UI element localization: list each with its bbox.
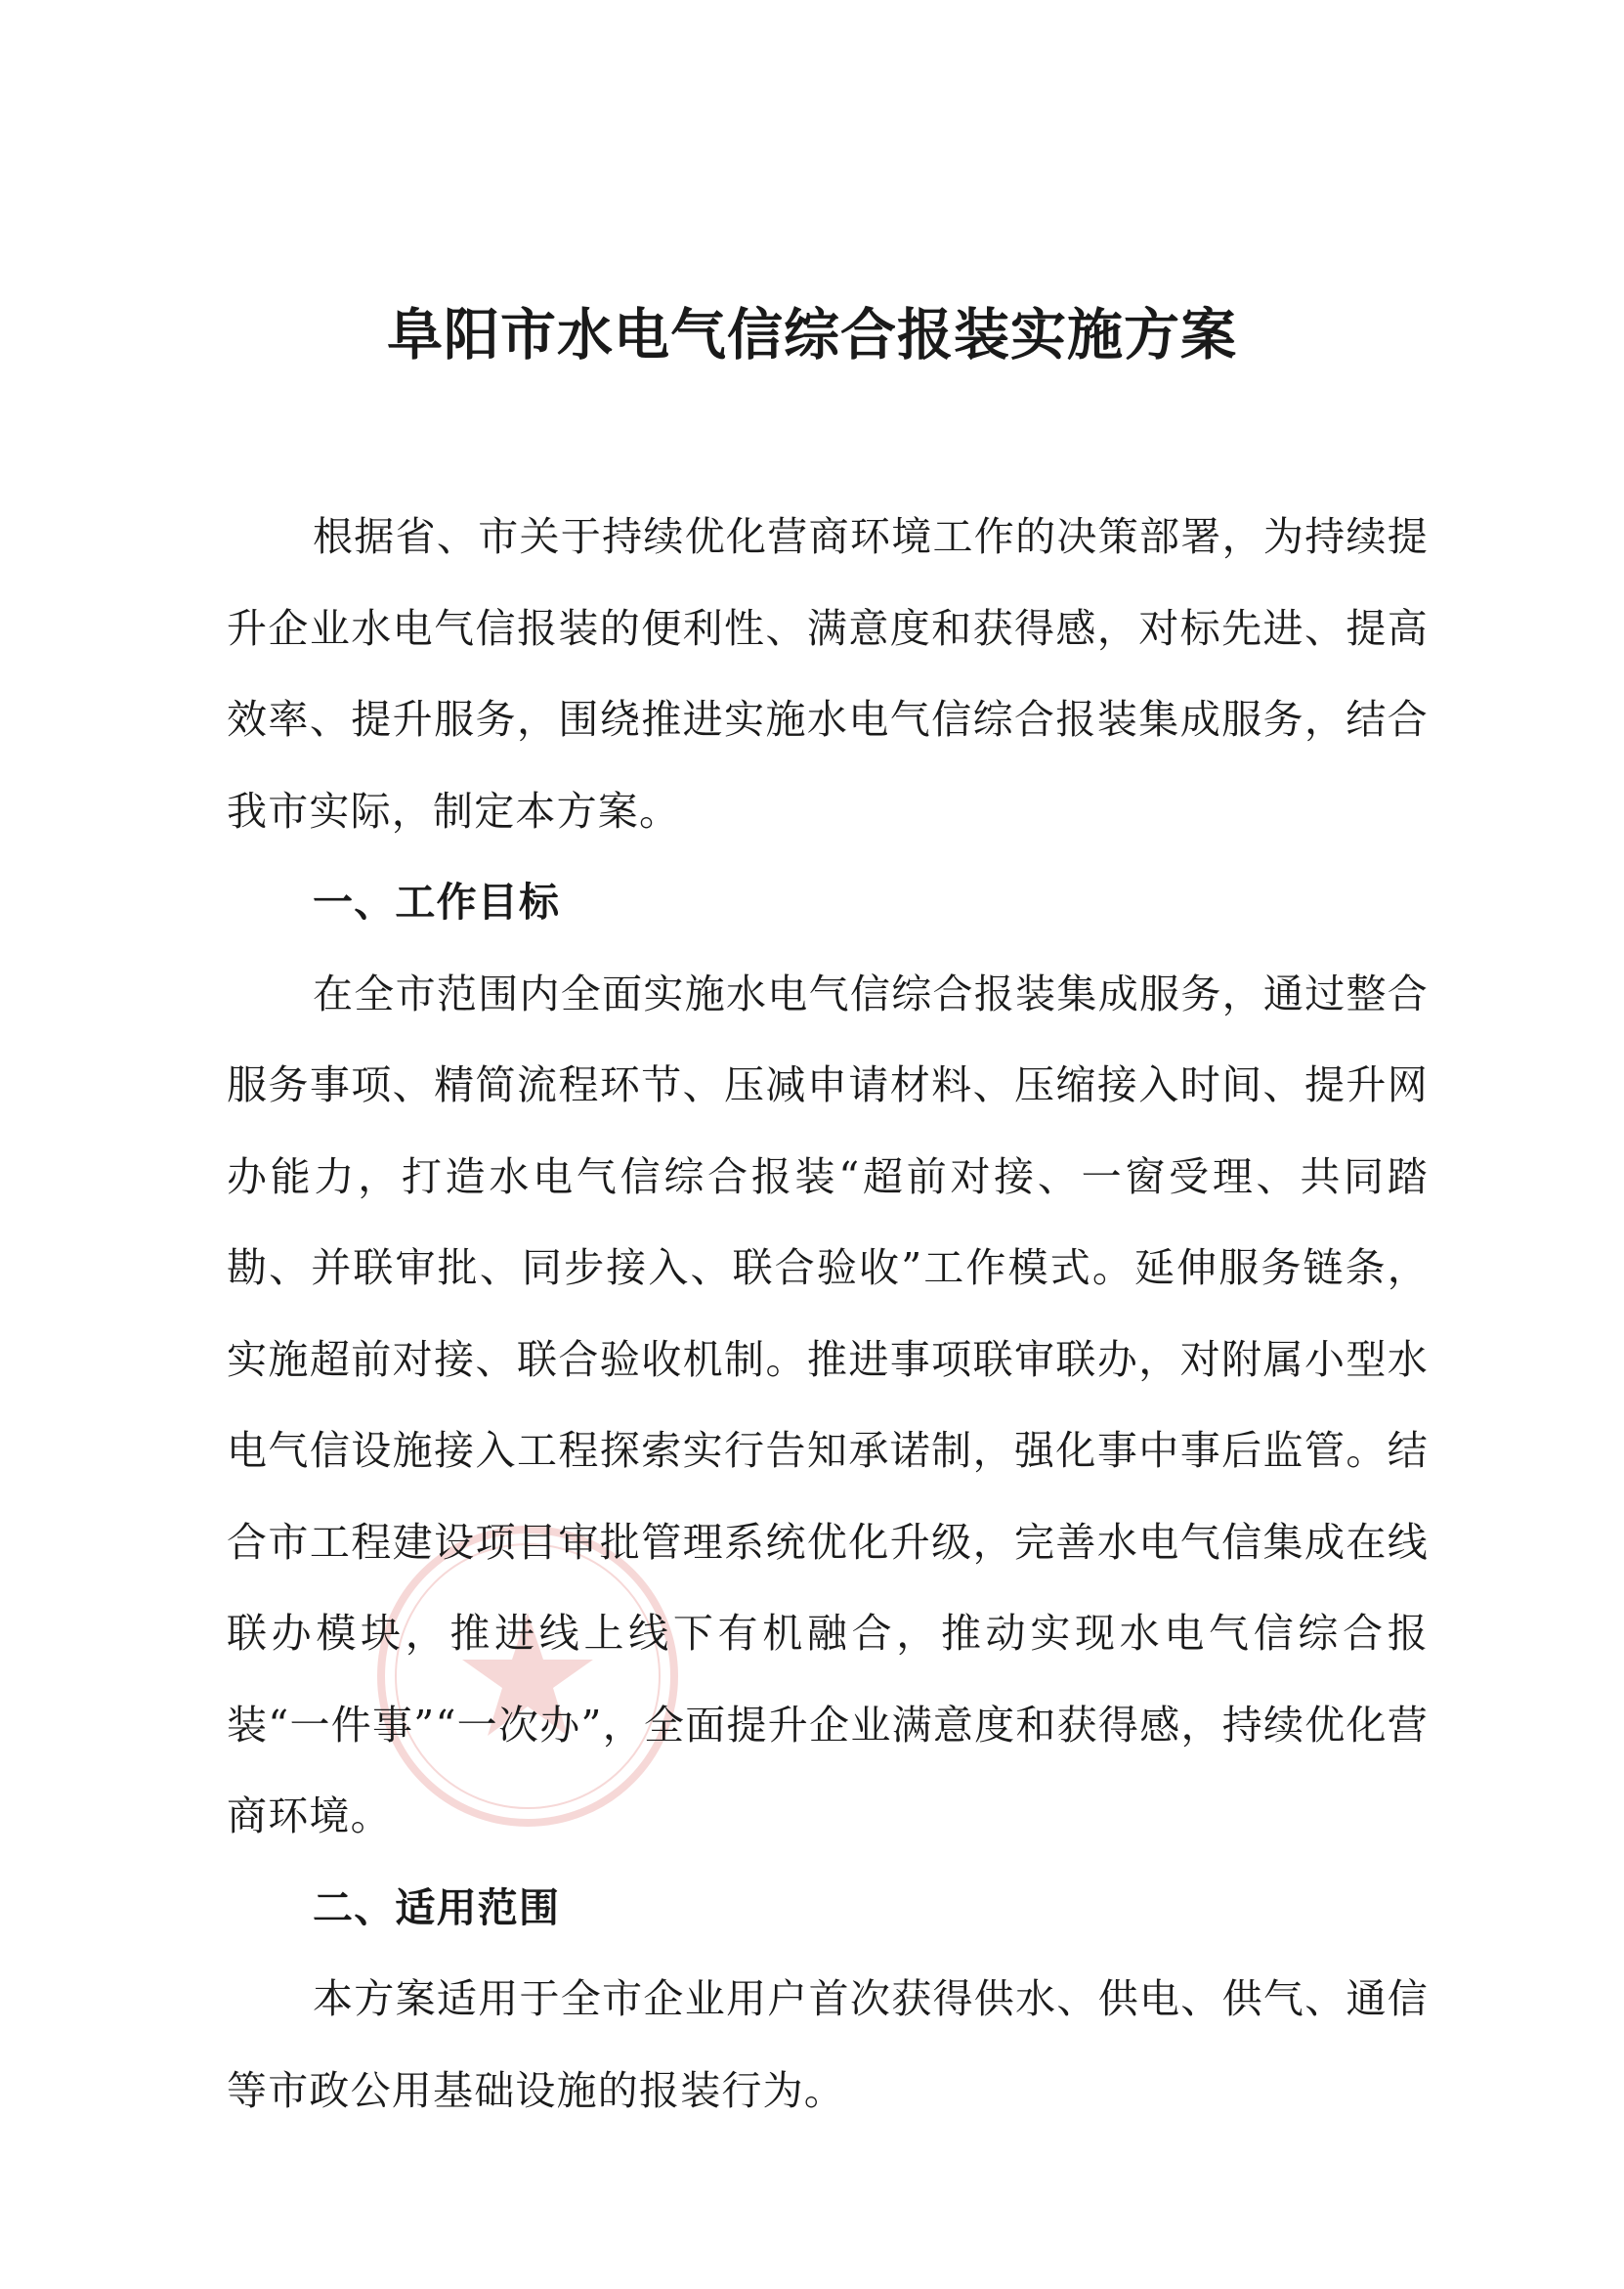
intro-paragraph: 根据省、市关于持续优化营商环境工作的决策部署，为持续提升企业水电气信报装的便利性、满意度和获得感，对标先进、提高效率、提升服务，围绕推进实施水电气信综合报装集成服务，结合我市实际，制定本方案。: [227, 513, 1429, 835]
goals-paragraph: 在全市范围内全面实施水电气信综合报装集成服务，通过整合服务事项、精简流程环节、压减申请材料、压缩接入时间、提升网办能力，打造水电气信综合报装“超前对接、一窗受理、共同踏勘、并联审批、同步接入、联合验收”工作模式。延伸服务链条，实施超前对接、联合验收机制。推进事项联审联办，对附属小型水电气信设施接入工程探索实行告知承诺制，强化事中事后监管。结合市工程建设项目审批管理系统优化升级，完善水电气信集成在线联办模块，推进线上线下有机融合，推动实现水电气信综合报装“一件事”“一次办”，全面提升企业满意度和获得感，持续优化营商环境。: [227, 970, 1429, 1839]
document-body: [227, 492, 1429, 2137]
section-heading-goals: 一、工作目标: [313, 879, 561, 926]
section-heading-scope: 二、适用范围: [313, 1883, 561, 1931]
scope-paragraph: 本方案适用于全市企业用户首次获得供水、供电、供气、通信等市政公用基础设施的报装行为。: [227, 1975, 1429, 2114]
document-title: 阜阳市水电气信综合报装实施方案: [387, 303, 1237, 367]
